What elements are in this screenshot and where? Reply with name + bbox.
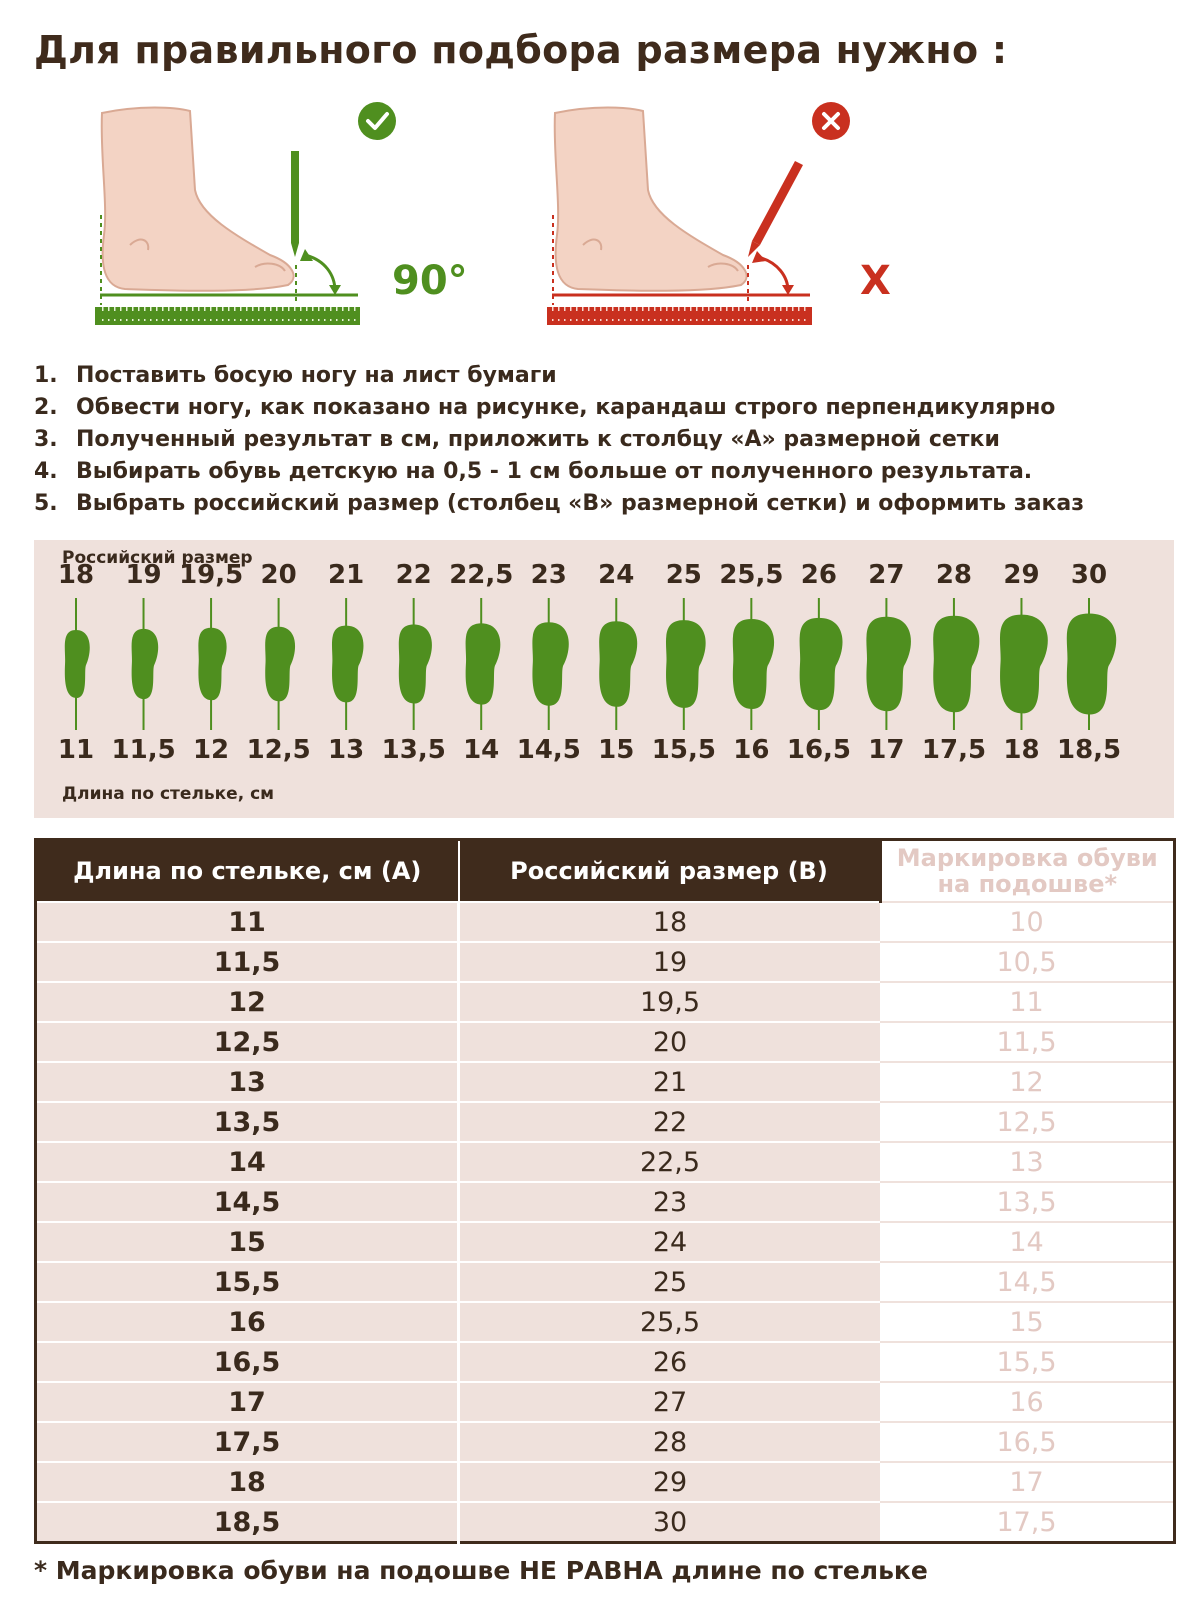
sole-marking-cell: 12 — [880, 1062, 1175, 1102]
measurement-illustration — [0, 95, 1200, 345]
table-row — [36, 1302, 1175, 1342]
sole-marking-cell: 11 — [880, 982, 1175, 1022]
insole-length-value: 18,5 — [1057, 735, 1122, 765]
russian-size-label: 20 — [260, 560, 297, 590]
length-cell: 15,5 — [36, 1262, 459, 1302]
insole-length-value: 14,5 — [516, 735, 581, 765]
insole-length-value: 18 — [1003, 735, 1040, 765]
insole-icon — [800, 618, 843, 710]
insole-icon — [332, 626, 363, 703]
pencil-icon — [748, 161, 803, 257]
sole-marking-cell: 12,5 — [880, 1102, 1175, 1142]
russian-size-cell: 21 — [459, 1062, 881, 1102]
sole-marking-cell: 15,5 — [880, 1342, 1175, 1382]
sole-marking-cell: 15 — [880, 1302, 1175, 1342]
foot-icon — [102, 108, 294, 291]
insole-icon — [466, 623, 501, 704]
insole-length-value: 15 — [598, 735, 635, 765]
length-cell: 12 — [36, 982, 459, 1022]
insole-icon — [1067, 614, 1116, 715]
table-row — [36, 1462, 1175, 1502]
russian-size-cell: 25 — [459, 1262, 881, 1302]
size-table — [34, 838, 1176, 1544]
sole-marking-cell: 11,5 — [880, 1022, 1175, 1062]
russian-size-cell: 30 — [459, 1502, 881, 1543]
step-item: 5. Выбрать российский размер (столбец «В» размерной сетки) и оформить заказ — [34, 491, 1085, 516]
length-cell: 16,5 — [36, 1342, 459, 1382]
length-cell: 18 — [36, 1462, 459, 1502]
ruler-icon — [547, 307, 812, 325]
sole-marking-cell: 10 — [880, 902, 1175, 942]
sole-marking-cell: 10,5 — [880, 942, 1175, 982]
russian-size-cell: 22,5 — [459, 1142, 881, 1182]
step-item: 1. Поставить босую ногу на лист бумаги — [34, 363, 557, 388]
table-row — [36, 1262, 1175, 1302]
russian-size-cell: 25,5 — [459, 1302, 881, 1342]
column-header-sole-marking: Маркировка обуви на подошве* — [880, 840, 1175, 903]
sole-marking-cell: 14 — [880, 1222, 1175, 1262]
russian-size-label: Российский размер — [62, 548, 253, 568]
insole-length-label: Длина по стельке, см — [62, 784, 275, 804]
insole-length-value: 17 — [868, 735, 905, 765]
russian-size-label: 26 — [800, 560, 837, 590]
table-row — [36, 1222, 1175, 1262]
length-cell: 15 — [36, 1222, 459, 1262]
table-row — [36, 1062, 1175, 1102]
pencil-icon — [291, 151, 299, 257]
length-cell: 12,5 — [36, 1022, 459, 1062]
russian-size-label: 22 — [395, 560, 432, 590]
length-cell: 16 — [36, 1302, 459, 1342]
sole-marking-cell: 16,5 — [880, 1422, 1175, 1462]
russian-size-label: 19 — [125, 560, 162, 590]
sole-marking-cell: 13,5 — [880, 1182, 1175, 1222]
table-row — [36, 1022, 1175, 1062]
table-row — [36, 1502, 1175, 1543]
foot-icon — [555, 108, 747, 291]
russian-size-cell: 18 — [459, 902, 881, 942]
instruction-steps — [34, 360, 1084, 520]
insole-length-value: 16,5 — [786, 735, 852, 765]
table-row — [36, 1422, 1175, 1462]
length-cell: 18,5 — [36, 1502, 459, 1543]
angle-label: 90° — [392, 258, 468, 304]
length-cell: 13 — [36, 1062, 459, 1102]
page-title: Для правильного подбора размера нужно : — [34, 28, 1008, 72]
insole-icon — [866, 617, 911, 711]
table-row — [36, 942, 1175, 982]
footnote: * Маркировка обуви на подошве НЕ РАВНА длине по стельке — [34, 1556, 928, 1585]
insole-length-value: 17,5 — [921, 735, 987, 765]
russian-size-cell: 24 — [459, 1222, 881, 1262]
sole-marking-cell: 16 — [880, 1382, 1175, 1422]
insole-icon — [599, 621, 637, 707]
russian-size-label: 25 — [665, 560, 702, 590]
russian-size-label: 22,5 — [449, 560, 514, 590]
sole-marking-cell: 17 — [880, 1462, 1175, 1502]
russian-size-label: 30 — [1070, 560, 1108, 590]
russian-size-label: 19,5 — [179, 560, 244, 590]
sole-marking-cell: 17,5 — [880, 1502, 1175, 1543]
russian-size-cell: 27 — [459, 1382, 881, 1422]
insole-length-value: 12,5 — [246, 735, 311, 765]
insole-icon — [265, 627, 295, 702]
step-item: 3. Полученный результат в см, приложить к столбцу «А» размерной сетки — [34, 427, 1000, 452]
insole-icon — [1000, 615, 1048, 714]
insole-length-value: 15,5 — [651, 735, 716, 765]
russian-size-label: 28 — [935, 560, 973, 590]
table-row — [36, 1342, 1175, 1382]
insole-icon — [933, 616, 979, 713]
length-cell: 17,5 — [36, 1422, 459, 1462]
wrong-mark-label: X — [860, 258, 891, 304]
table-row — [36, 1142, 1175, 1182]
russian-size-cell: 22 — [459, 1102, 881, 1142]
length-cell: 13,5 — [36, 1102, 459, 1142]
russian-size-label: 25,5 — [719, 560, 784, 590]
insole-icon — [65, 630, 90, 698]
size-insoles-panel — [34, 540, 1174, 818]
column-header-russian-size: Российский размер (В) — [459, 840, 881, 903]
insole-length-value: 16 — [733, 735, 770, 765]
russian-size-cell: 19 — [459, 942, 881, 982]
insole-icon — [399, 625, 432, 704]
insole-length-value: 11,5 — [111, 735, 176, 765]
russian-size-label: 18 — [57, 560, 95, 590]
column-header-length: Длина по стельке, см (А) — [36, 840, 459, 903]
cross-icon — [812, 102, 850, 140]
sole-marking-cell: 13 — [880, 1142, 1175, 1182]
table-row — [36, 1182, 1175, 1222]
length-cell: 14,5 — [36, 1182, 459, 1222]
insole-length-value: 13 — [328, 735, 365, 765]
russian-size-cell: 23 — [459, 1182, 881, 1222]
russian-size-label: 24 — [598, 560, 635, 590]
sole-marking-cell: 14,5 — [880, 1262, 1175, 1302]
russian-size-label: 27 — [868, 560, 905, 590]
russian-size-cell: 29 — [459, 1462, 881, 1502]
insole-icon — [733, 619, 774, 709]
insole-length-value: 12 — [192, 735, 230, 765]
table-header-row — [36, 840, 1175, 903]
table-row — [36, 982, 1175, 1022]
length-cell: 11,5 — [36, 942, 459, 982]
step-item: 2. Обвести ногу, как показано на рисунке, карандаш строго перпендикулярно — [34, 395, 1056, 420]
table-row — [36, 902, 1175, 942]
russian-size-label: 29 — [1003, 560, 1040, 590]
russian-size-label: 21 — [328, 560, 365, 590]
insole-icon — [132, 629, 159, 699]
russian-size-cell: 26 — [459, 1342, 881, 1382]
length-cell: 17 — [36, 1382, 459, 1422]
insole-icon — [198, 628, 226, 700]
step-item: 4. Выбирать обувь детскую на 0,5 - 1 см больше от полученного результата. — [34, 459, 1033, 484]
table-row — [36, 1102, 1175, 1142]
check-icon — [358, 102, 396, 140]
length-cell: 14 — [36, 1142, 459, 1182]
ruler-icon — [95, 307, 360, 325]
russian-size-cell: 28 — [459, 1422, 881, 1462]
insole-length-value: 13,5 — [381, 735, 446, 765]
russian-size-cell: 20 — [459, 1022, 881, 1062]
table-row — [36, 1382, 1175, 1422]
insole-icon — [532, 622, 568, 705]
russian-size-cell: 19,5 — [459, 982, 881, 1022]
insole-length-value: 14 — [463, 735, 500, 765]
insole-icon — [666, 620, 706, 708]
insole-length-value: 11 — [57, 735, 95, 765]
length-cell: 11 — [36, 902, 459, 942]
russian-size-label: 23 — [530, 560, 567, 590]
